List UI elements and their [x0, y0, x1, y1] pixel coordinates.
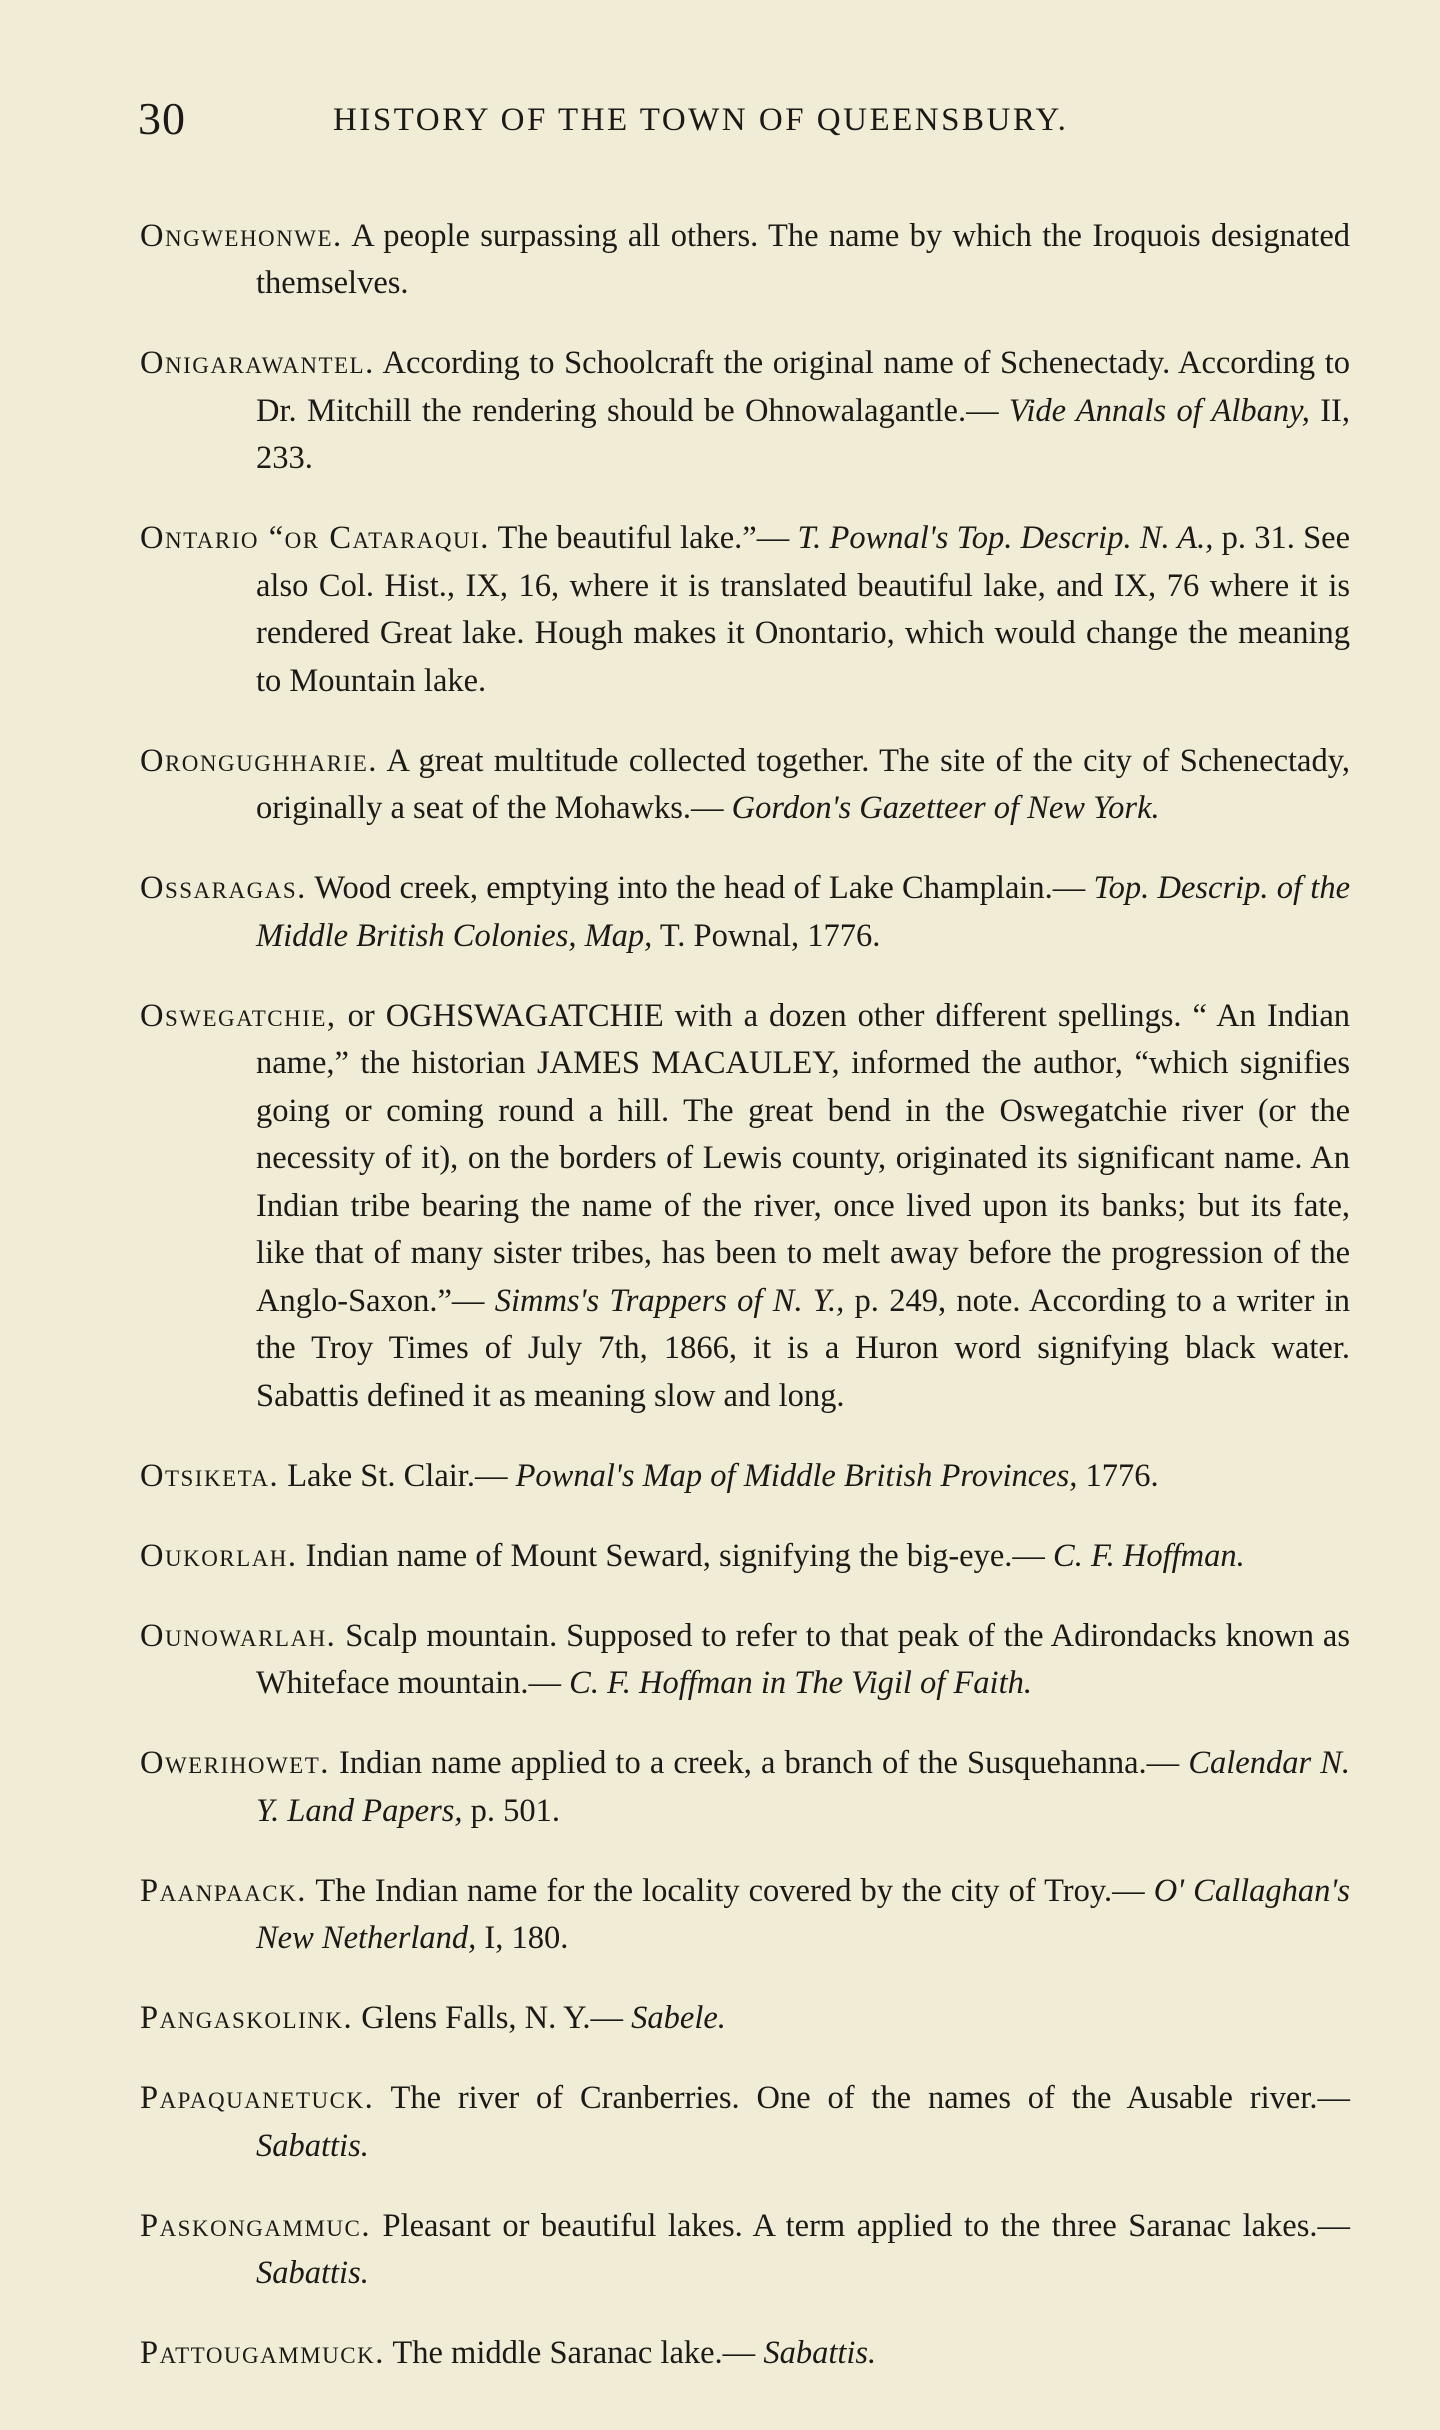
entry-term: Otsiketa.: [140, 1457, 280, 1494]
glossary-entry: [140, 1740, 1350, 1835]
entry-term: Ontario “or Cataraqui.: [140, 520, 490, 556]
entry-definition: Indian name applied to a creek, a branch of the Susquehanna.—: [339, 1745, 1180, 1781]
glossary-entry: [140, 1868, 1350, 1963]
entry-definition: A people surpassing all others. The name by which the Iroquois designated themselves.: [256, 217, 1350, 301]
entry-definition: The river of Cranberries. One of the names of the Ausable river.—: [390, 2080, 1350, 2116]
entry-citation: Gordon's Gazetteer of New York.: [731, 790, 1160, 826]
entry-term: Paanpaack.: [140, 1872, 307, 1909]
entry-tail: p. 501.: [470, 1792, 560, 1829]
entry-citation: Pownal's Map of Middle British Provinces,: [515, 1457, 1078, 1494]
glossary-entry: [140, 213, 1350, 308]
entry-tail: p. 31. See also Col. Hist., IX, 16, where it is translated beautiful lake, and IX, 76 where it is rendered Great lake. Hough makes it Onontario, which would change the meaning to Mountain lake.: [256, 520, 1351, 699]
entry-definition: Indian name of Mount Seward, signifying the big-eye.—: [305, 1537, 1045, 1574]
entry-definition: Glens Falls, N. Y.—: [361, 2000, 624, 2036]
entry-citation: C. F. Hoffman in The Vigil of Faith.: [569, 1665, 1032, 1701]
entry-definition: Wood creek, emptying into the head of Lake Champlain.—: [314, 870, 1086, 906]
entry-term: Oukorlah.: [140, 1537, 298, 1574]
entry-citation: O' Callaghan's New Netherland,: [256, 1872, 1351, 1956]
entry-term: Orongughharie.: [140, 742, 378, 779]
glossary-entry: [140, 340, 1350, 483]
entry-definition: According to Schoolcraft the original name of Schenectady. According to Dr. Mitchill the rendering should be Ohnowalagantle.—: [256, 345, 1350, 429]
entry-tail: II, 233.: [256, 392, 1350, 476]
entry-term: Owerihowet.: [140, 1745, 330, 1781]
glossary-entry: [140, 1453, 1350, 1501]
glossary-entry: [140, 2330, 1350, 2378]
entry-citation: Simms's Trappers of N. Y.,: [494, 1282, 845, 1319]
glossary-entry: [140, 738, 1350, 833]
entry-citation: Calendar N. Y. Land Papers,: [256, 1745, 1351, 1829]
entry-citation: Vide Annals of Albany,: [1008, 392, 1310, 429]
glossary-entry: [140, 993, 1350, 1421]
entry-tail: p. 249, note. According to a writer in the Troy Times of July 7th, 1866, it is a Huron word signifying black water. Sabattis defined it as meaning slow and long.: [256, 1282, 1350, 1414]
entry-term: Ossaragas.: [140, 870, 307, 906]
glossary-entry: [140, 1533, 1350, 1581]
entry-citation: Sabele.: [631, 2000, 726, 2036]
glossary-entry: [140, 515, 1350, 705]
entry-definition: The beautiful lake.”—: [497, 520, 790, 556]
entry-tail: 1776.: [1085, 1457, 1159, 1494]
entry-term: Onigarawantel.: [140, 345, 375, 381]
entry-citation: Sabattis.: [256, 2255, 369, 2291]
entry-definition: The Indian name for the locality covered by the city of Troy.—: [315, 1872, 1145, 1909]
entry-definition: Scalp mountain. Supposed to refer to that peak of the Adirondacks known as Whiteface mountain.—: [256, 1617, 1351, 1701]
entry-citation: C. F. Hoffman.: [1053, 1537, 1245, 1574]
entry-citation: Top. Descrip. of the Middle British Colonies, Map,: [256, 870, 1350, 954]
entry-definition: A great multitude collected together. The site of the city of Schenectady, originally a seat of the Mohawks.—: [256, 742, 1350, 826]
glossary-entry: [140, 1613, 1350, 1708]
entry-term: Paskongammuc.: [140, 2207, 372, 2244]
glossary-entry: [140, 1995, 1350, 2043]
entry-term: Pangaskolink.: [140, 2000, 354, 2036]
page-number: 30: [138, 93, 186, 144]
entry-tail: I, 180.: [484, 1920, 569, 1956]
page-header: [138, 92, 1338, 152]
entry-definition: Pleasant or beautiful lakes. A term applied to the three Saranac lakes.—: [382, 2207, 1350, 2244]
entry-definition: The middle Saranac lake.—: [392, 2335, 756, 2371]
glossary-entry: [140, 2075, 1350, 2170]
entry-tail: T. Pownal, 1776.: [659, 917, 881, 954]
entry-definition: or OGHSWAGATCHIE with a dozen other different spellings. “ An Indian name,” the historian JAMES MACAULEY, informed the author, “which signifies going or coming round a hill. The great bend in the Oswegatchie river (or the necessity of it), on the borders of Lewis county, originated its significant name. An Indian tribe bearing the name of the river, once lived upon its banks; but its fate, like that of many sister tribes, has been to melt away before the progression of the Anglo-Saxon.”—: [256, 997, 1350, 1319]
entry-definition: Lake St. Clair.—: [287, 1457, 508, 1494]
glossary-entry: [140, 865, 1350, 960]
glossary-entries: [140, 180, 1350, 2378]
entry-citation: Sabattis.: [256, 2127, 369, 2164]
entry-term: Pattougammuck.: [140, 2335, 385, 2371]
running-title: HISTORY OF THE TOWN OF QUEENSBURY.: [333, 102, 1069, 138]
entry-term: Papaquanetuck.: [140, 2080, 375, 2116]
entry-term: Ounowarlah.: [140, 1617, 337, 1654]
entry-citation: T. Pownal's Top. Descrip. N. A.,: [797, 520, 1214, 556]
glossary-entry: [140, 2203, 1350, 2298]
entry-citation: Sabattis.: [763, 2335, 877, 2371]
entry-term: Ongwehonwe.: [140, 217, 343, 254]
entry-term: Oswegatchie,: [140, 997, 337, 1034]
